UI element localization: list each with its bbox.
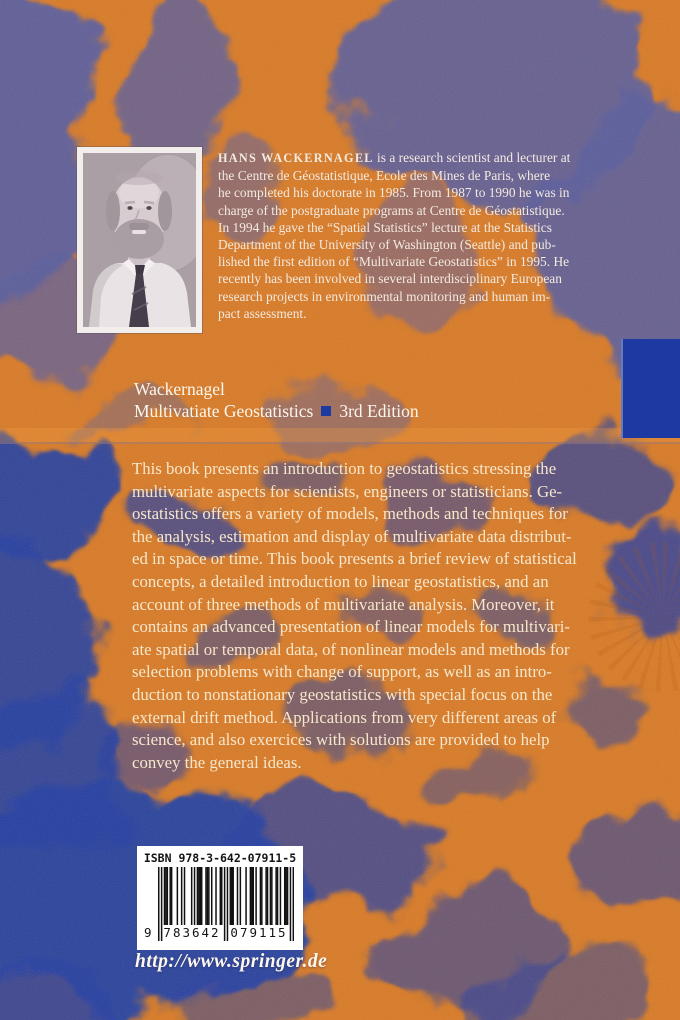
blurb-line: contains an advanced presentation of linear models for multivari-: [132, 617, 571, 637]
blurb-line: ate spatial or temporal data, of nonlinear models and methods for: [132, 639, 570, 659]
bio-line: pact assessment.: [218, 305, 307, 321]
back-cover-blurb: [132, 458, 577, 774]
bio-line: recently has been involved in several interdisciplinary European: [218, 271, 562, 287]
blurb-line: account of three methods of multivariate analysis. Moreover, it: [132, 594, 555, 614]
blurb-line: ed in space or time. This book presents a brief review of statistical: [132, 549, 577, 569]
bio-line: lished the first edition of “Multivariate Geostatistics” in 1995. He: [218, 254, 570, 270]
blurb-line: selection problems with change of support, as well as an intro-: [132, 662, 552, 682]
isbn-number: ISBN 978-3-642-07911-5: [143, 851, 297, 865]
author-bio: [218, 149, 618, 322]
isbn-barcode-box: [137, 846, 303, 950]
texture-band-seam: [0, 428, 680, 444]
barcode-digit-group: 079115: [230, 925, 288, 940]
square-bullet-icon: [321, 406, 331, 416]
author-name-smallcaps: HANS WACKERNAGEL: [218, 151, 374, 165]
blurb-line: duction to nonstationary geostatistics with special focus on the: [132, 684, 553, 704]
barcode: [144, 867, 296, 943]
bio-line: charge of the postgraduate programs at Centre de Géostatistique.: [218, 202, 565, 218]
blue-accent-block: [621, 339, 680, 438]
publisher-url: http://www.springer.de: [135, 951, 328, 972]
author-photo: [77, 147, 202, 333]
bio-line: [218, 149, 618, 167]
bio-line: the Centre de Géostatistique, Ecole des Mines de Paris, where: [218, 168, 551, 184]
blurb-line: multivariate aspects for scientists, engineers or statisticians. Ge-: [132, 481, 563, 501]
author-name: Wackernagel: [134, 379, 225, 399]
bio-line: Department of the University of Washington (Seattle) and pub-: [218, 237, 556, 253]
blurb-line: science, and also exercices with solutions are provided to help: [132, 730, 550, 750]
blurb-line: This book presents an introduction to geostatistics stressing the: [132, 459, 557, 478]
title-block: [134, 379, 419, 422]
blurb-line: convey the general ideas.: [132, 752, 302, 772]
edition-label: 3rd Edition: [339, 400, 419, 421]
barcode-digit-group: 783642: [163, 925, 221, 940]
author-portrait-illustration: [83, 153, 196, 327]
book-title: Multivatiate Geostatistics: [134, 400, 314, 421]
bio-line: he completed his doctorate in 1985. From 1987 to 1990 he was in: [218, 185, 570, 201]
blurb-line: concepts, a detailed introduction to linear geostatistics, and an: [132, 571, 549, 591]
blurb-line: the analysis, estimation and display of multivariate data distribut-: [132, 526, 572, 546]
blurb-line: ostatistics offers a variety of models, methods and techniques for: [132, 504, 568, 524]
blurb-line: external drift method. Applications from very different areas of: [132, 707, 557, 727]
barcode-digit-group: 9: [144, 925, 152, 940]
bio-line: research projects in environmental monitoring and human im-: [218, 288, 551, 304]
bio-line: In 1994 he gave the “Spatial Statistics” lecture at the Statistics: [218, 219, 552, 235]
bio-text: is a research scientist and lecturer at: [373, 150, 571, 165]
title-line: [134, 401, 419, 423]
